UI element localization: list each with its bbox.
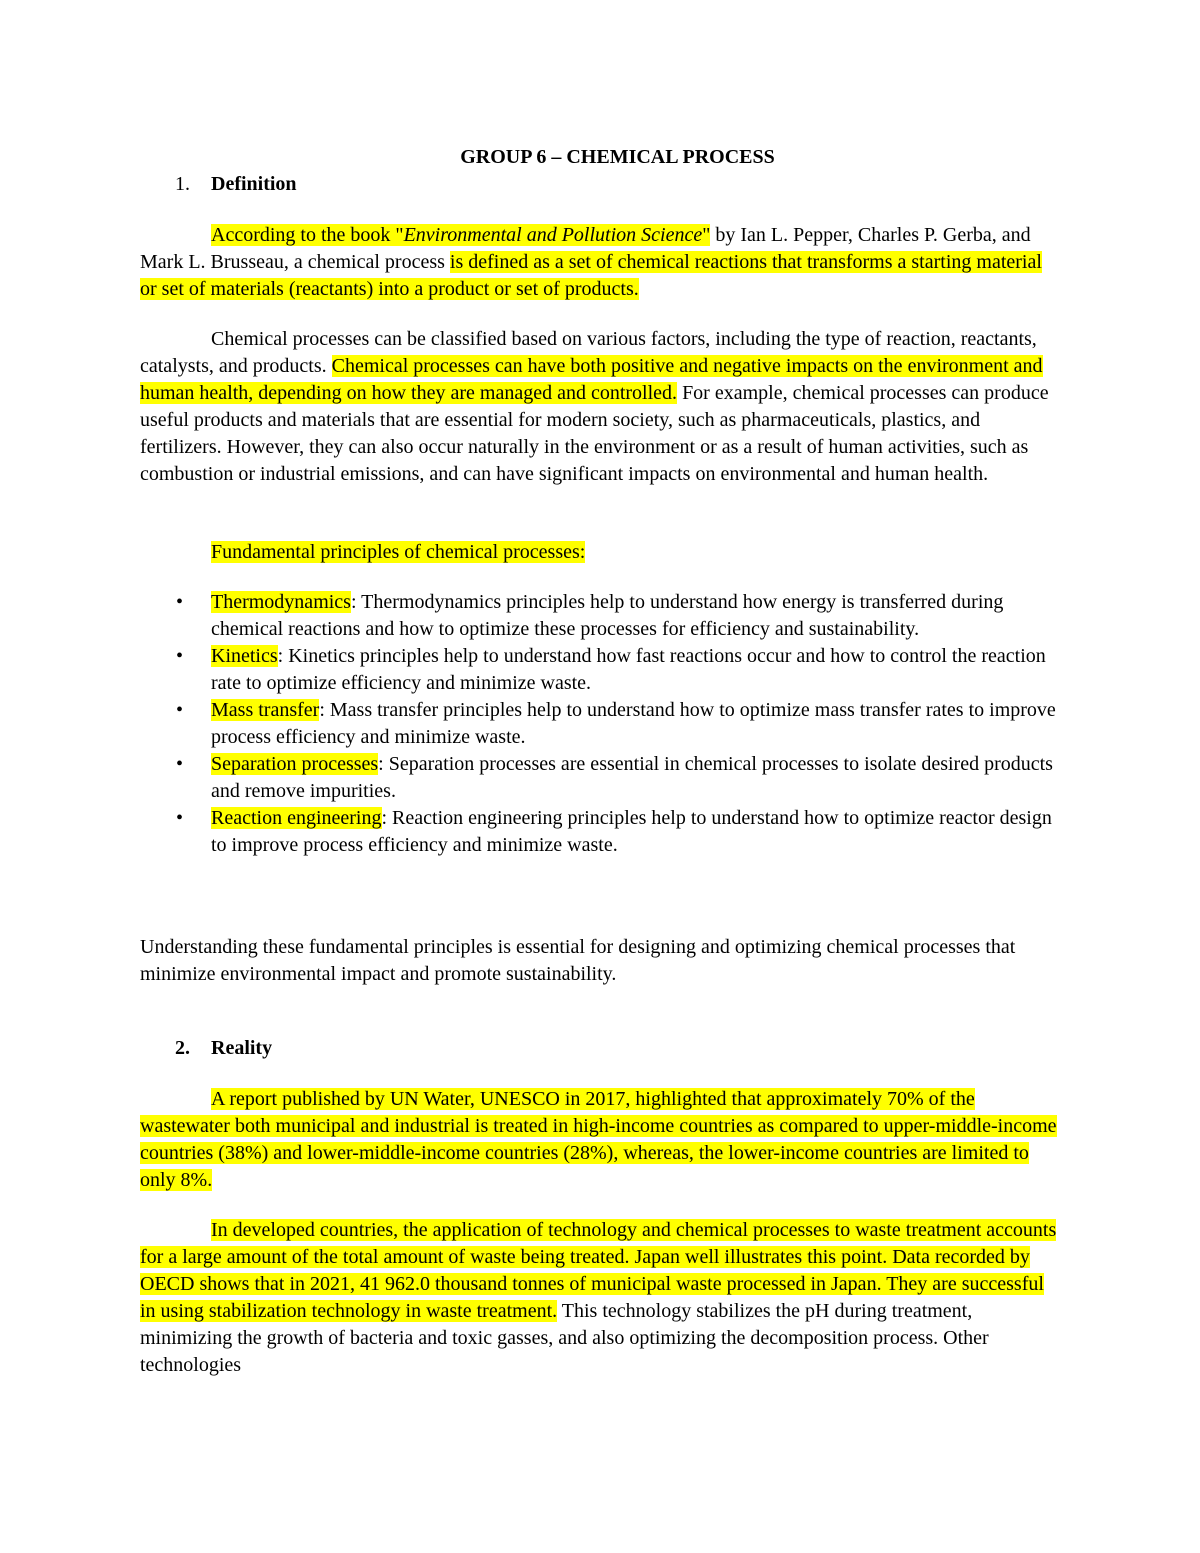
- report-paragraph: [140, 1086, 1060, 1194]
- plain-text: This technology stabilizes the pH during treatment, minimizing the growth of bacteria and toxic gasses, and also optimizing the decomposition process. Other technologies: [140, 1300, 989, 1376]
- list-item: [140, 805, 1060, 859]
- classification-paragraph: [140, 326, 1060, 488]
- conclusion-paragraph: Understanding these fundamental principles is essential for designing and optimizing chemical processes that minimize environmental impact and promote sustainability.: [140, 936, 1016, 985]
- highlighted-text: [211, 224, 710, 246]
- principle-term: Reaction engineering: [211, 807, 382, 829]
- section-heading-text: Reality: [211, 1037, 273, 1059]
- section-heading-reality: [140, 1035, 272, 1062]
- list-item: [140, 697, 1060, 751]
- principle-term: Separation processes: [211, 753, 379, 775]
- plain-text: Chemical processes can be classified based on various factors, including the type of reaction, reactants, catalysts, and products.: [140, 328, 1037, 377]
- highlighted-text: A report published by UN Water, UNESCO in 2017, highlighted that approximately 70% of the wastewater both municipal and industrial is treated in high-income countries as compared to upper-middle-income countries (38%) and lower-middle-income countries (28%), whereas, the lower-income countries are limited to only 8%.: [140, 1088, 1057, 1191]
- principle-text: : Kinetics principles help to understand how fast reactions occur and how to control the reaction rate to optimize efficiency and minimize waste.: [211, 645, 1046, 694]
- bullet-icon: •: [176, 645, 184, 667]
- principle-term: Kinetics: [211, 645, 278, 667]
- principle-term: Thermodynamics: [211, 591, 351, 613]
- highlighted-text: Fundamental principles of chemical processes:: [211, 541, 586, 563]
- principle-text: : Mass transfer principles help to understand how to optimize mass transfer rates to improve process efficiency and minimize waste.: [211, 699, 1056, 748]
- highlighted-text: In developed countries, the application of technology and chemical processes to waste treatment accounts for a large amount of the total amount of waste being treated. Japan well illustrates this point. Data recorded by OECD shows that in 2021, 41 962.0 thousand tonnes of municipal waste processed in Japan. They are successful in using stabilization technology in waste treatment.: [140, 1219, 1057, 1322]
- bullet-icon: •: [176, 753, 184, 775]
- list-item: [140, 589, 1060, 643]
- principle-text: : Thermodynamics principles help to understand how energy is transferred during chemical reactions and how to optimize these processes for efficiency and sustainability.: [211, 591, 1004, 640]
- principle-term: Mass transfer: [211, 699, 320, 721]
- section-number: 2.: [175, 1037, 190, 1059]
- definition-paragraph: [140, 222, 1060, 303]
- principle-text: : Separation processes are essential in chemical processes to isolate desired products and remove impurities.: [211, 753, 1053, 802]
- quote-open-text: According to the book ": [211, 224, 404, 246]
- plain-text: For example, chemical processes can produce useful products and materials that are essential for modern society, such as pharmaceuticals, plastics, and fertilizers. However, they can also occur naturally in the environment or as a result of human activities, such as combustion or industrial emissions, and can have significant impacts on environmental and human health.: [140, 382, 1049, 485]
- section-heading-text: Definition: [211, 173, 297, 195]
- principles-intro: [140, 539, 1060, 566]
- section-heading-definition: [140, 171, 297, 198]
- bullet-icon: •: [176, 807, 184, 829]
- quote-close-text: ": [702, 224, 711, 246]
- principles-list: [140, 589, 1060, 859]
- plain-text: by Ian L. Pepper, Charles P. Gerba, and Mark L. Brusseau, a chemical process: [140, 224, 1031, 273]
- developed-countries-paragraph: [140, 1217, 1060, 1379]
- book-title: Environmental and Pollution Science: [403, 224, 703, 246]
- principle-text: : Reaction engineering principles help to understand how to optimize reactor design to improve process efficiency and minimize waste.: [211, 807, 1052, 856]
- highlighted-text: Chemical processes can have both positive and negative impacts on the environment and human health, depending on how they are managed and controlled.: [140, 355, 1043, 404]
- list-item: [140, 751, 1060, 805]
- page-title: GROUP 6 – CHEMICAL PROCESS: [460, 146, 775, 168]
- section-number: 1.: [175, 173, 190, 195]
- bullet-icon: •: [176, 699, 184, 721]
- list-item: [140, 643, 1060, 697]
- highlighted-text: is defined as a set of chemical reactions that transforms a starting material or set of materials (reactants) into a product or set of products.: [140, 251, 1042, 300]
- bullet-icon: •: [176, 591, 184, 613]
